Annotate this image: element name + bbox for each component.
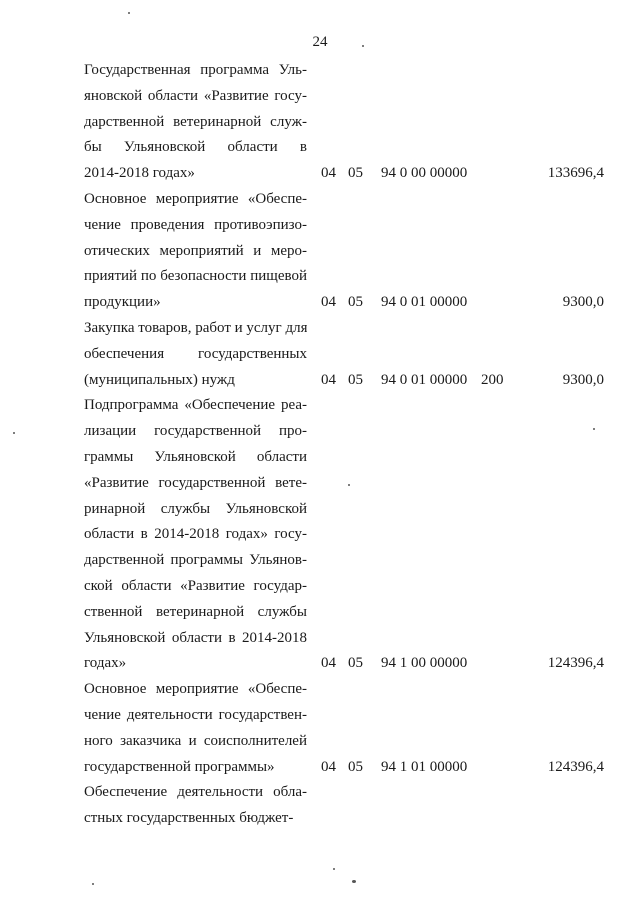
section-code: 04: [321, 165, 336, 182]
target-article-code: 94 0 00 00000: [381, 165, 468, 182]
budget-table: [0, 58, 640, 832]
description-line: ской области «Развитие государ-: [84, 577, 307, 594]
amount-value: 124396,4: [547, 655, 604, 672]
scan-speck: [13, 432, 15, 434]
description-line: (муниципальных) нужд: [84, 371, 235, 388]
subsection-code: 05: [348, 294, 363, 311]
row-description: [84, 677, 307, 780]
description-line: 2014-2018 годах»: [84, 165, 195, 182]
section-code: 04: [321, 655, 336, 672]
description-line: бы Ульяновской области в: [84, 139, 307, 156]
target-article-code: 94 1 01 00000: [381, 758, 468, 775]
section-code: 04: [321, 294, 336, 311]
section-code: 04: [321, 371, 336, 388]
scan-speck: [128, 12, 130, 14]
description-line: стных государственных бюджет-: [84, 810, 294, 827]
table-row: [0, 58, 640, 187]
description-line: отических мероприятий и меро-: [84, 242, 307, 259]
target-article-code: 94 0 01 00000: [381, 294, 468, 311]
description-line: продукции»: [84, 294, 161, 311]
description-line: лизации государственной про-: [84, 423, 307, 440]
description-line: ственной ветеринарной службы: [84, 603, 307, 620]
description-line: чение проведения противоэпизо-: [84, 216, 307, 233]
row-description: [84, 316, 307, 393]
description-line: Основное мероприятие «Обеспе-: [84, 190, 307, 207]
section-code: 04: [321, 758, 336, 775]
description-line: ного заказчика и соисполнителей: [84, 732, 307, 749]
description-line: Ульяновской области в 2014-2018: [84, 629, 307, 646]
expense-type-code: 200: [481, 371, 504, 388]
amount-value: 9300,0: [562, 371, 604, 388]
description-line: Государственная программа Уль-: [84, 62, 307, 78]
table-row: [0, 780, 640, 832]
table-row: [0, 316, 640, 393]
target-article-code: 94 0 01 00000: [381, 371, 468, 388]
row-description: [84, 58, 307, 187]
description-line: «Развитие государственной вете-: [84, 474, 307, 491]
description-line: Подпрограмма «Обеспечение реа-: [84, 397, 307, 414]
subsection-code: 05: [348, 655, 363, 672]
target-article-code: 94 1 00 00000: [381, 655, 468, 672]
description-line: чение деятельности государствен-: [84, 706, 307, 723]
subsection-code: 05: [348, 758, 363, 775]
scan-speck: [348, 484, 350, 486]
description-line: Основное мероприятие «Обеспе-: [84, 681, 307, 698]
page-number: 24: [312, 34, 328, 50]
subsection-code: 05: [348, 165, 363, 182]
scan-speck: [593, 428, 595, 430]
scan-speck: [92, 883, 94, 885]
amount-value: 133696,4: [547, 165, 604, 182]
table-row: [0, 677, 640, 780]
description-line: яновской области «Развитие госу-: [84, 87, 307, 104]
table-row: [0, 393, 640, 677]
subsection-code: 05: [348, 371, 363, 388]
description-line: государственной программы»: [84, 758, 275, 775]
description-line: годах»: [84, 655, 127, 672]
amount-value: 124396,4: [547, 758, 604, 775]
description-line: ринарной службы Ульяновской: [84, 500, 307, 517]
description-line: приятий по безопасности пищевой: [84, 268, 307, 285]
description-line: дарственной программы Ульянов-: [84, 552, 307, 569]
description-line: граммы Ульяновской области: [84, 448, 307, 465]
description-line: области в 2014-2018 годах» госу-: [84, 526, 307, 543]
scan-speck: [352, 880, 356, 883]
row-description: [84, 780, 307, 832]
row-description: [84, 393, 307, 677]
table-row: [0, 187, 640, 316]
description-line: Закупка товаров, работ и услуг для: [84, 319, 307, 336]
amount-value: 9300,0: [562, 294, 604, 311]
scan-speck: [362, 45, 364, 47]
description-line: Обеспечение деятельности обла-: [84, 784, 307, 801]
scan-speck: [333, 868, 335, 870]
row-description: [84, 187, 307, 316]
description-line: дарственной ветеринарной служ-: [84, 113, 307, 130]
description-line: обеспечения государственных: [84, 345, 307, 362]
